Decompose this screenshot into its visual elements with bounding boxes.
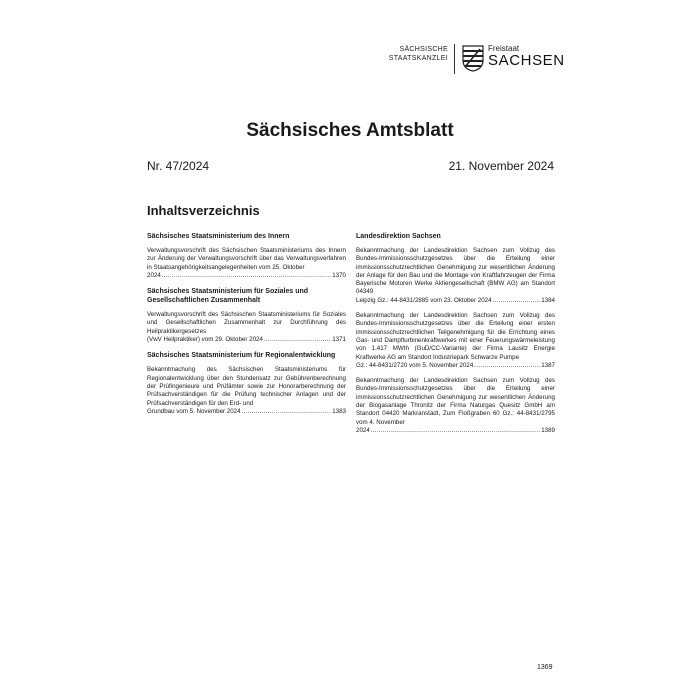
page-number: 1369 — [537, 664, 553, 671]
freistaat-label: Freistaat — [488, 44, 520, 53]
saxony-crest-icon — [462, 45, 484, 72]
entry-text-end: 2024 — [147, 271, 161, 279]
kanzlei-line-1: SÄCHSISCHE — [399, 46, 448, 53]
entry-text-end: 2024 — [356, 426, 370, 434]
toc-entry[interactable] — [147, 311, 346, 344]
toc-entry[interactable] — [147, 366, 346, 416]
dot-leader — [264, 336, 331, 344]
entry-text-end: Grundbau vom 5. November 2024 — [147, 407, 241, 415]
entry-text: Bekanntmachung der Landesdirektion Sachsen zum Vollzug des Bundes-Immissionsschutzgesetzes über die Erteilung einer ersten immissionsschutzrechtlichen Teilgenehmigung für die Errichtung eines Gas- und Dampfturbinenkraftwerkes mit einer Feuerungswärmeleistung von 1.417 MWth (GuD/CC-Variante) der Firma Lausitz Energie Kraftwerke AG am Standort Industriepark Schwarze Pumpe — [356, 312, 555, 361]
toc-entry[interactable] — [356, 377, 555, 435]
dot-leader — [242, 408, 332, 416]
toc-heading: Inhaltsverzeichnis — [147, 203, 260, 218]
toc-entry[interactable] — [356, 247, 555, 305]
masthead — [384, 44, 574, 74]
entry-text: Verwaltungsvorschrift des Sächsischen Staatsministeriums für Soziales und Gesellschaftlichen Zusammenhalt zur Durchführung des Heilpraktikergesetzes — [147, 311, 346, 335]
toc-section — [147, 287, 346, 344]
dot-leader — [493, 297, 541, 305]
entry-page: 1387 — [541, 361, 555, 369]
dot-leader — [474, 362, 540, 370]
issue-date: 21. November 2024 — [448, 159, 554, 173]
entry-page: 1384 — [541, 296, 555, 304]
dot-leader — [371, 427, 540, 435]
entry-page: 1370 — [332, 271, 346, 279]
toc-column-left — [147, 232, 346, 423]
kanzlei-line-2: STAATSKANZLEI — [388, 55, 448, 62]
toc-entry[interactable] — [147, 247, 346, 280]
staatskanzlei-label — [384, 45, 448, 63]
entry-text: Bekanntmachung der Landesdirektion Sachsen zum Vollzug des Bundes-Immissionsschutzgesetzes über die Erteilung einer immissionsschutzrechtlichen Genehmigung zur wesentlichen Änderung der Biogasanlage Thronitz der Firma Naturgas Quesitz GmbH am Standort 04420 Markranstädt, Zum Floßgraben 60 Gz.: 44-8431/2795 vom 4. November — [356, 377, 555, 426]
entry-text: Bekanntmachung der Landesdirektion Sachsen zum Vollzug des Bundes-Immissionsschutzgesetzes über die Erteilung einer immissionsschutzrechtlichen Genehmigung zur wesentlichen Änderung der Anlage für den Bau und die Montage von Kraftfahrzeugen der Firma Bayerische Motoren Werke Aktiengesellschaft (BMW AG) am Standort 04349 — [356, 247, 555, 296]
entry-page: 1371 — [332, 336, 346, 344]
toc-section — [147, 232, 346, 280]
issue-number: Nr. 47/2024 — [147, 159, 210, 173]
entry-text: Bekanntmachung des Sächsischen Staatsministeriums für Regionalentwicklung über den Stundensatz zur Gebührenberechnung der Prüfingenieure und Prüfämter sowie zur Honorarberechnung der Prüfsachverständigen für die Prüfung technischer Anlagen und der Prüfsachverständigen für den Erd- und — [147, 366, 346, 407]
section-title: Sächsisches Staatsministerium für Regionalentwicklung — [147, 352, 336, 360]
toc-section — [147, 351, 346, 416]
toc-entry[interactable] — [356, 312, 555, 370]
document-title: Sächsisches Amtsblatt — [246, 120, 454, 141]
entry-text: Verwaltungsvorschrift des Sächsischen Staatsministeriums des Innern zur Änderung der Verwaltungsvorschrift über das Verwaltungsverfahren in Staatsangehörigkeitsangelegenheiten vom 25. Oktober — [147, 247, 346, 271]
masthead-divider — [454, 44, 455, 74]
section-title: Sächsisches Staatsministerium für Soziales und Gesellschaftlichen Zusammenhalt — [147, 288, 309, 305]
section-title: Landesdirektion Sachsen — [356, 233, 441, 240]
entry-text-end: Leipzig Gz.: 44-8431/2885 vom 23. Oktober 2024 — [356, 296, 492, 304]
section-title: Sächsisches Staatsministerium des Innern — [147, 233, 290, 240]
toc-column-right — [356, 232, 555, 442]
entry-text-end: (VwV Heilpraktiker) vom 29. Oktober 2024 — [147, 336, 263, 344]
sachsen-wordmark: SACHSEN — [488, 52, 565, 69]
dot-leader — [162, 272, 331, 280]
entry-page: 1389 — [541, 426, 555, 434]
entry-page: 1383 — [332, 407, 346, 415]
entry-text-end: Gz.: 44-8431/2720 vom 5. November 2024 — [356, 361, 474, 369]
toc-section — [356, 232, 555, 435]
